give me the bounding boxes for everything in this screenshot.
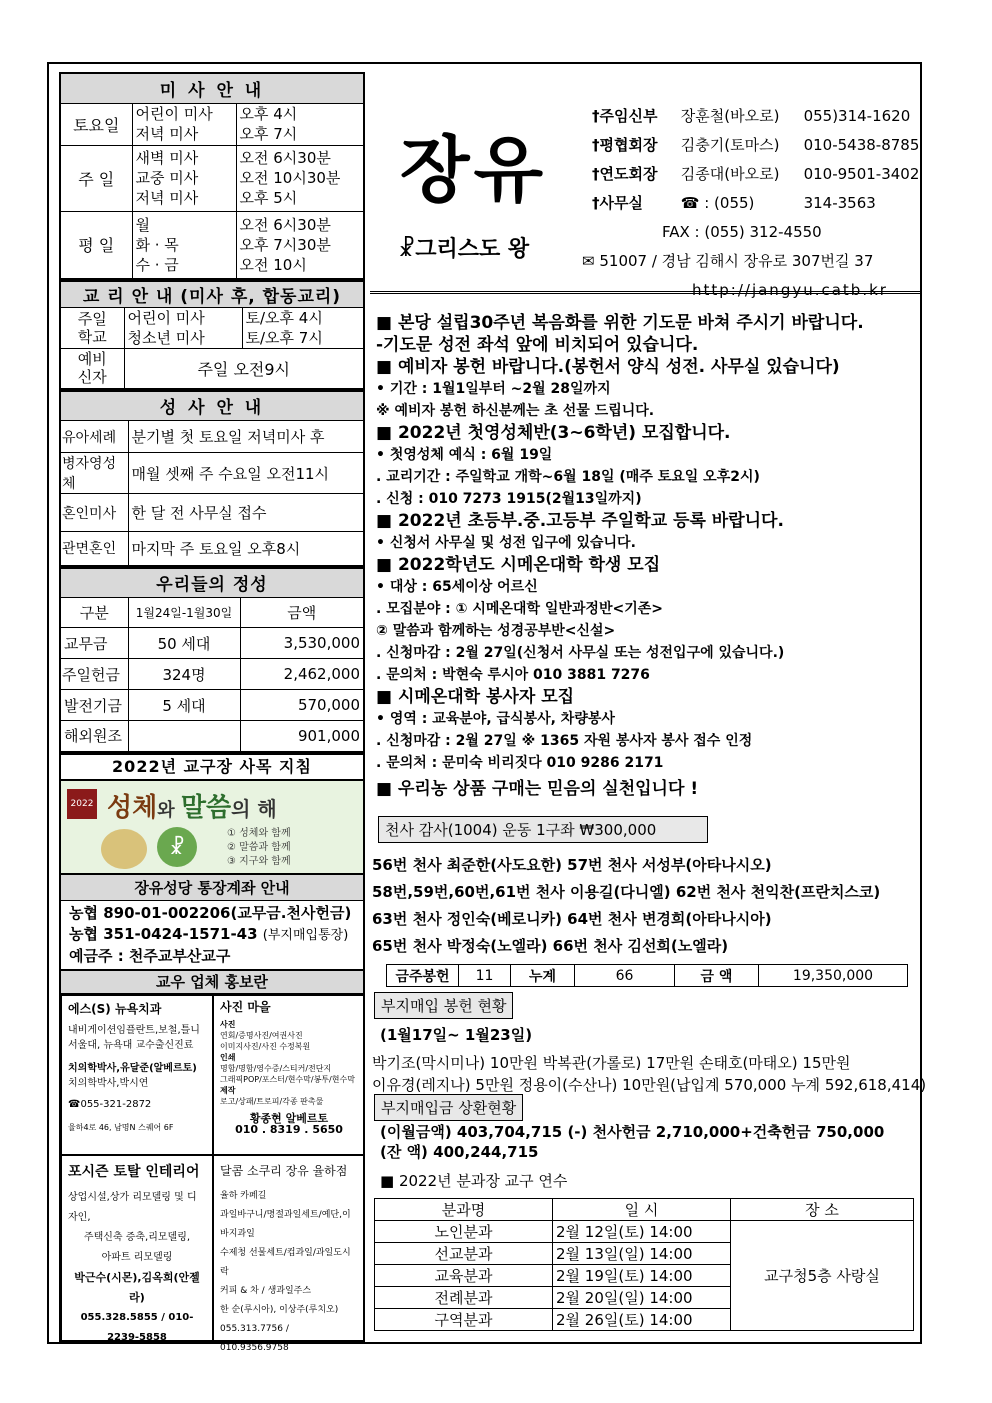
left-column — [59, 72, 365, 1353]
catechism-table: 교 리 안 내 (미사 후, 합동교리) 주일 학교 어린이 미사 청소년 미사 토/오후 4시 토/오후 7시 예비 신자 주일 오전9시 — [59, 280, 365, 390]
land-title: 부지매입 봉헌 현황 — [374, 992, 513, 1019]
ads-title: 교우 업체 홍보란 — [59, 971, 365, 995]
catechism-title: 교 리 안 내 (미사 후, 합동교리) — [60, 281, 364, 308]
mail-icon: ✉ — [582, 252, 595, 270]
policy-banner: 2022 성체와 말씀의 해 ☧ ① 성체와 함께 ② 말씀과 함께 ③ 지구와 함께 — [59, 779, 365, 875]
account-box: 장유성당 통장계좌 안내 농협 890-01-002206(교무금.천사헌금) 농협 351-0424-1571-43 (부지매입통장) 예금주 : 천주교부산교구 — [59, 875, 365, 971]
notices: ■ 본당 설립30주년 복음화를 위한 기도문 바쳐 주시기 바랍니다. -기도문 성전 좌석 앞에 비치되어 있습니다. ■ 예비자 봉헌 바랍니다.(봉헌서 양식 성전. 사무실 있습니다) • 기간 : 1월1일부터 ~2월 28일까지 ※ 예비자 봉헌 하신분께는 초 선물 드립니다. ■ 2022년 첫영성체반(3~6학년) 모집합니다. • 첫영성체 예식 : 6월 19일 . 교리기간 : 주일학교 개학~6월 18일 (매주 토요일 오후2시) . 신청 : 010 7273 1915(2월13일까지) ■ 2022년 초등부.중.고등부 주일학교 등록 바랍니다. • 신청서 사무실 및 성전 입구에 있습니다. ■ 2022학년도 시메온대학 학생 모집 • 대상 : 65세이상 어르신 . 모집분야 : ① 시메온대학 일반과정반<기존> ② 말씀과 함께하는 성경공부반<신설> . 신청마감 : 2월 27일(신청서 사무실 또는 성전입구에 있습니다.) . 문의처 : 박현숙 루시아 010 3881 7276 ■ 시메온대학 봉사자 모집 • 영역 : 교육분야, 급식봉사, 차량봉사 . 신청마감 : 2월 27일 ※ 1365 자원 봉사자 봉사 접수 인정 . 문의처 : 문미숙 비리짓다 010 9286 2171 ■ 우리농 상품 구매는 믿음의 실천입니다 ! — [376, 313, 864, 799]
mass-day: 평 일 — [60, 211, 132, 279]
training-table: 분과명 일 시 장 소 노인분과 2월 12일(토) 14:00 교구청5층 사랑실 선교분과 2월 13일(일) 14:00 교육분과 2월 19일(토) 14:00 전례분과 2월 20일(일) 14:00 구역분과 2월 26일(토) 14:00 — [374, 1198, 914, 1331]
ad-dental: 에스(S) 뉴욕치과 내비게이션임플란트,보철,틀니 서울대, 뉴욕대 교수출신진료 치의학박사,유달준(알베르토) 치의학박사,박시연 ☎055-321-2872 율하4로 46, 남명N 스퀘어 6F — [61, 995, 213, 1155]
mass-title: 미 사 안 내 — [60, 73, 364, 103]
mass-day: 토요일 — [60, 103, 132, 145]
account-title: 장유성당 통장계좌 안내 — [61, 875, 363, 901]
pre-time: 주일 오전9시 — [124, 349, 364, 389]
ads-grid — [59, 995, 365, 1353]
ad-fruit: 달콤 소쿠리 장유 율하점 율하 카페길 과일바구니/명절과일세트/예단,이바지과일 수제청 선물세트/컵과일/과일도시락 커피 & 차 / 생과일주스 한 순(루시아), 이상주(루치오) 055.313.7756 / 010.9356.9758 — [213, 1155, 365, 1341]
mass-day: 주 일 — [60, 145, 132, 211]
training-place: 교구청5층 사랑실 — [731, 1221, 914, 1331]
chi-rho-icon: ☧ — [398, 237, 416, 262]
repay-list: (이월금액) 403,704,715 (-) 천사헌금 2,710,000+건축헌금 750,000 (잔 액) 400,244,715 — [380, 1123, 885, 1161]
offering-table: 우리들의 정성 구분 1월24일-1월30일 금액 교무금 50 세대 3,530,000 주일헌금 324명 2,462,000 발전기금 5 세대 570,000 해외원조 901,000 — [59, 567, 365, 753]
parish-subtitle: ☧그리스도 왕 — [398, 237, 530, 262]
angel-summary: 금주봉헌 11 누계 66 금 액 19,350,000 — [386, 964, 908, 987]
angel-box: 천사 감사(1004) 운동 1구좌 ₩300,000 — [378, 816, 708, 843]
chi-rho-icon: ☧ — [157, 827, 197, 867]
offering-title: 우리들의 정성 — [60, 568, 364, 598]
chalice-icon — [101, 829, 147, 869]
angel-list: 56번 천사 최준한(사도요한) 57번 천사 서성부(아타나시오) 58번,59번,60번,61번 천사 이용길(다니엘) 62번 천사 천익찬(프란치스코) 63번 천사 정인숙(베로니카) 64번 천사 변경희(아타나시아) 65번 천사 박정숙(노엘라) 66번 천사 김선희(노엘라) — [372, 856, 881, 955]
school-label: 주일 학교 — [60, 308, 124, 349]
contacts: †주임신부 장훈철(바오로) 055)314-1620 †평협회장 김충기(토마스) 010-5438-8785 †연도회장 김종대(바오로) 010-9501-3402 †사무실 ☎ : (055) 314-3563 FAX : (055) 312-4550 ✉ 51007 / 경남 김해시 장유로 307번길 37 http://jangyu.catb.kr — [582, 107, 920, 299]
mass-table: 미 사 안 내 토요일 어린이 미사 저녁 미사 오후 4시 오후 7시 주 일 새벽 미사 교중 미사 저녁 미사 오전 6시30분 오전 10시30분 오후 5시 평 일 월 화 · 목 수 · 금 오전 6시30분 오후 7시30분 오전 10시 — [59, 72, 365, 280]
sacrament-title: 성 사 안 내 — [60, 391, 364, 421]
sacrament-table: 성 사 안 내 유아세례 분기별 첫 토요일 저녁미사 후 병자영성체 매월 셋째 주 수요일 오전11시 혼인미사 한 달 전 사무실 접수 관면혼인 마지막 주 토요일 오후8시 — [59, 390, 365, 567]
repay-title: 부지매입금 상환현황 — [374, 1094, 523, 1121]
year-badge: 2022 — [67, 789, 97, 819]
ad-photo: 사진 마을 사진 연회/증명사진/여권사진 이미지사진/사진 수정복원 인쇄 명함/명함/영수증/스티커/전단지 그래픽POP/포스터/현수막/봉투/현수막 제작 로고/상패/트로피/각종 판촉물 황종현 알베르토 010 . 8319 . 5650 — [213, 995, 365, 1155]
pre-label: 예비 신자 — [60, 349, 124, 389]
training-title: ■ 2022년 분과장 교구 연수 — [380, 1172, 568, 1190]
masthead — [370, 62, 920, 299]
right-column — [370, 62, 927, 1329]
policy-title: 2022년 교구장 사목 지침 — [59, 753, 365, 779]
parish-logo: 장유 — [400, 127, 548, 212]
ad-interior: 포시즌 토탈 인테리어 상업시설,상가 리모델링 및 디자인, 주택신축 증축,리모델링, 아파트 리모델링 박근수(시몬),김옥희(안젤라) 055.328.5855 / 010-2239-5858 — [61, 1155, 213, 1341]
land-list: (1월17일~ 1월23일) 박기조(막시미나) 10만원 박복관(가롤로) 17만원 손태호(마태오) 15만원 이유경(레지나) 5만원 정용이(수산나) 10만원(납입계 570,000 누계 592,618,414) — [372, 1026, 927, 1094]
